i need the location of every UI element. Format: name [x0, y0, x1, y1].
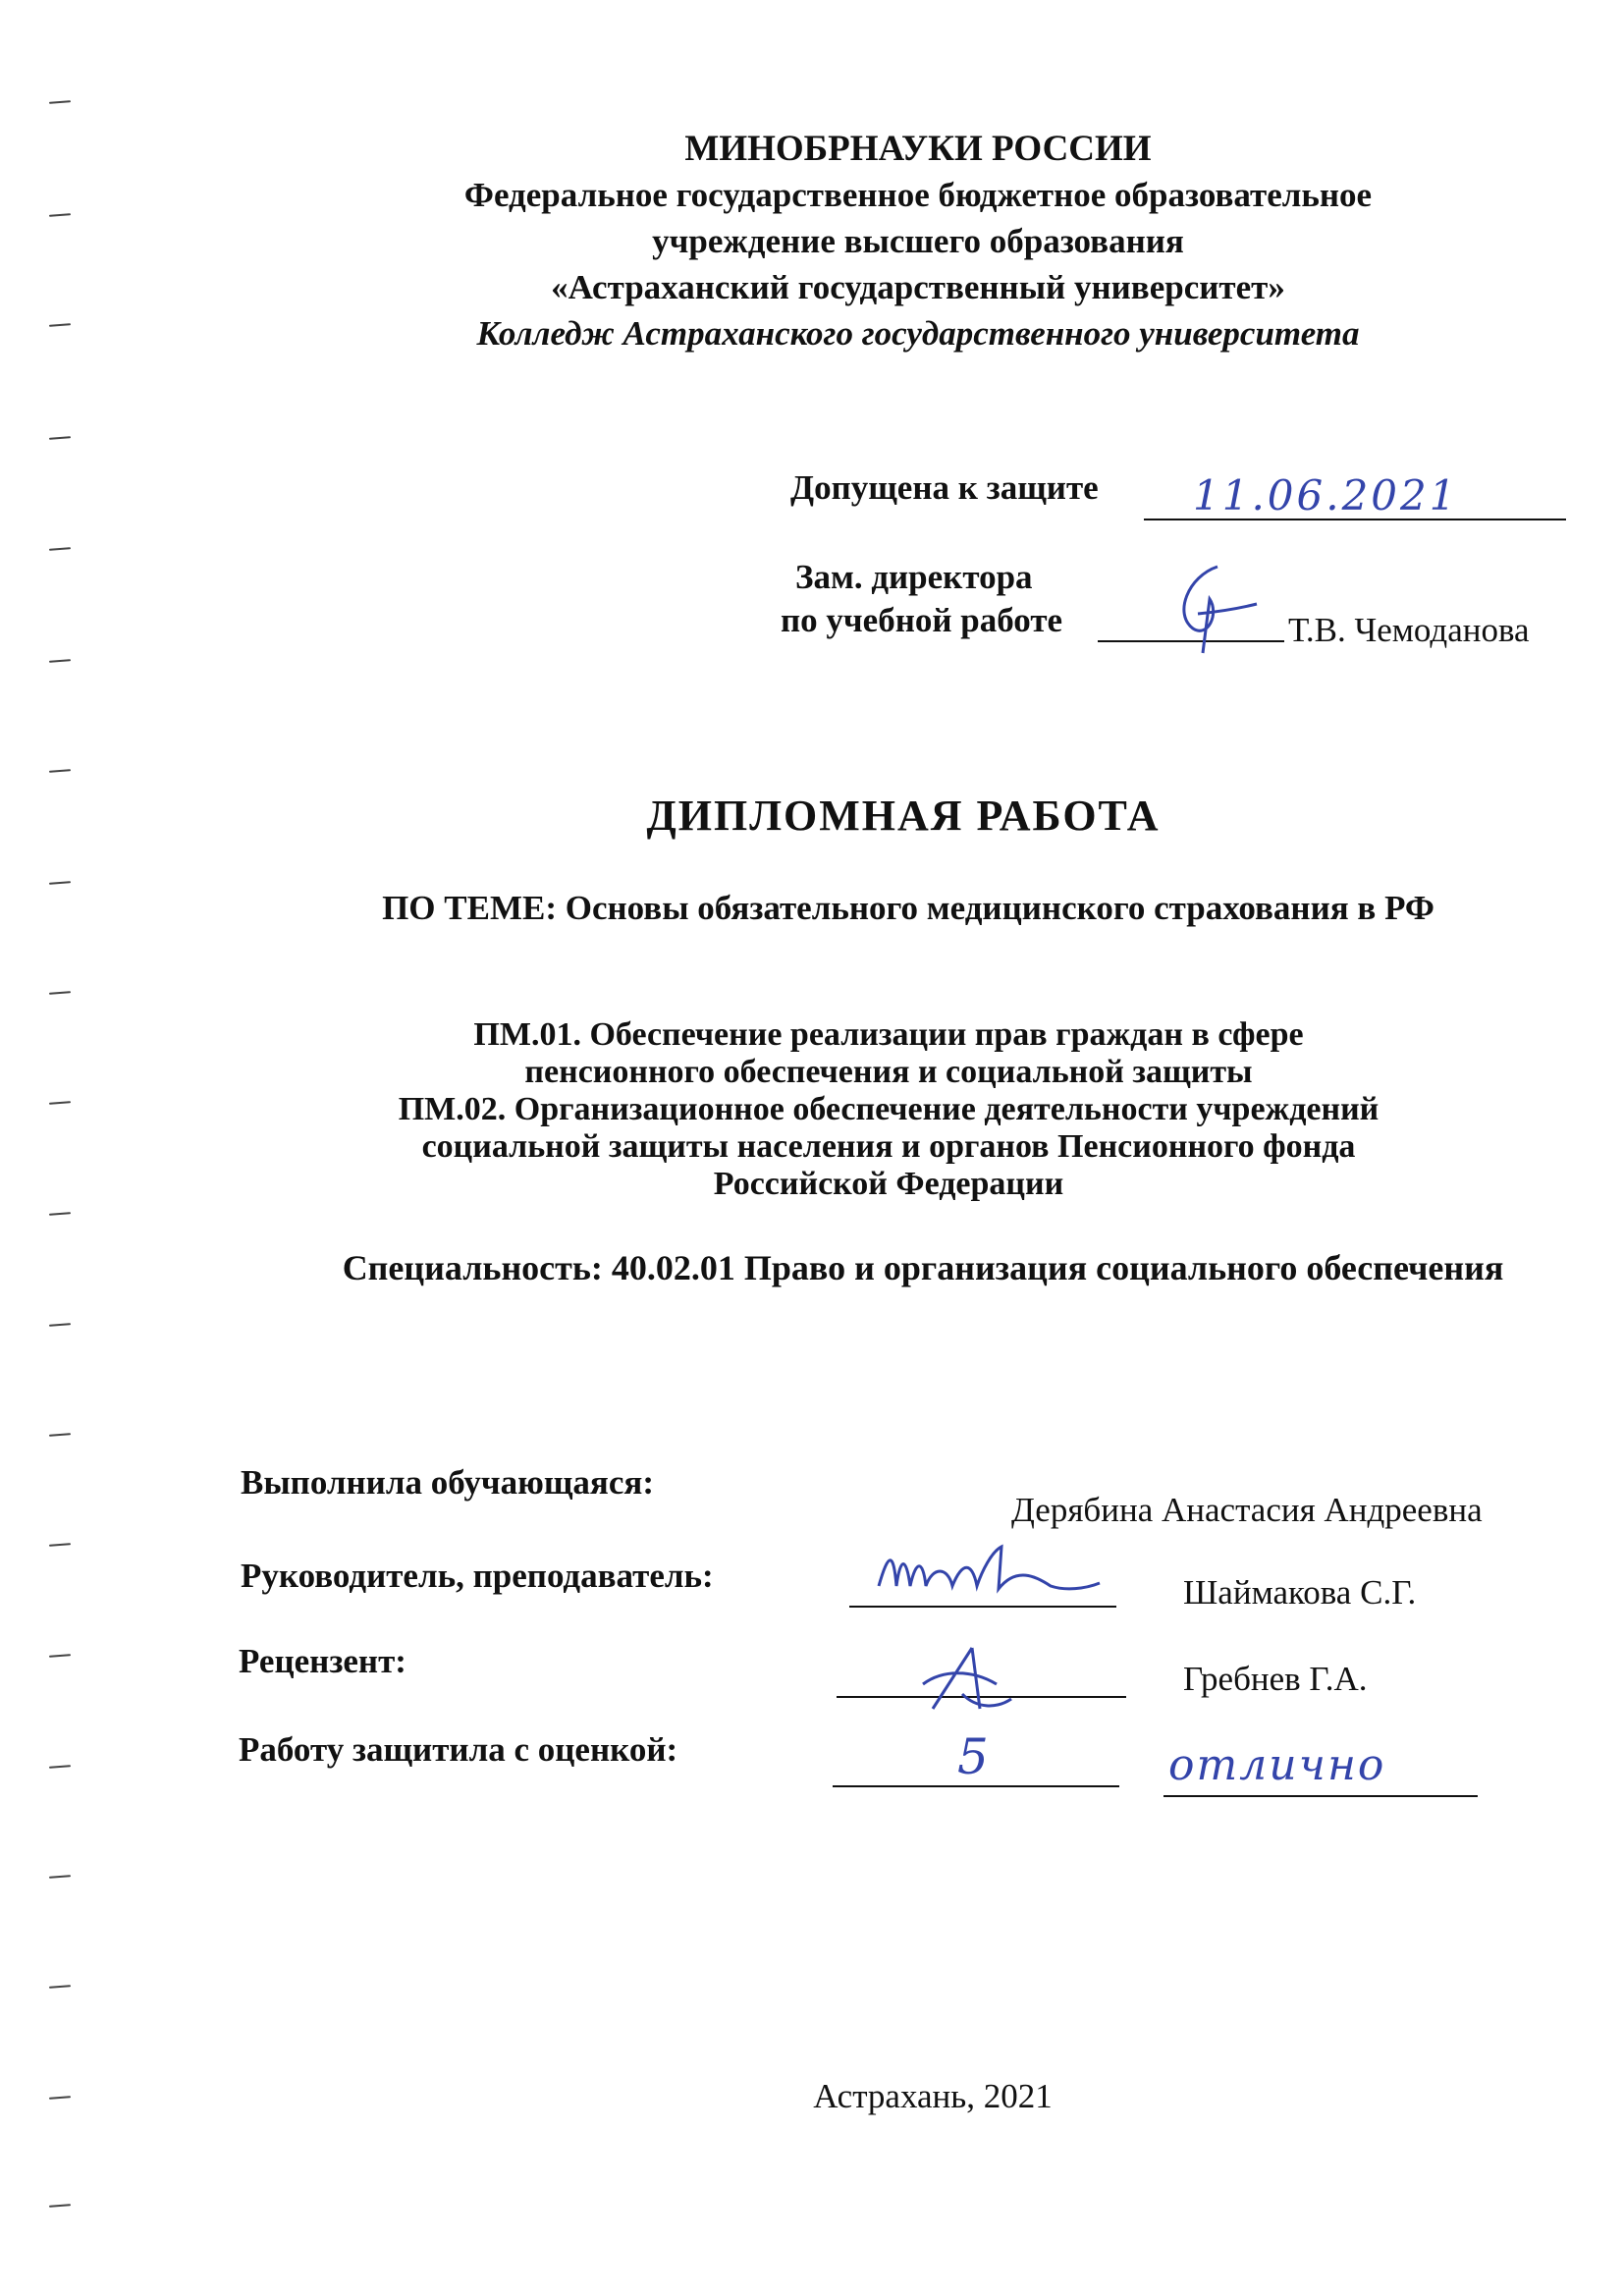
binder-mark: [49, 769, 71, 773]
binder-mark: [49, 881, 71, 885]
college-name: Колледж Астраханского государственного университета: [476, 314, 1360, 353]
grade-number-line: [833, 1785, 1119, 1787]
institution-header: [373, 126, 1463, 356]
grade-label: Работу защитила с оценкой:: [239, 1730, 678, 1769]
deputy-name: Т.В. Чемоданова: [1288, 611, 1530, 649]
binder-mark: [49, 547, 71, 551]
institution-line-1: Федеральное государственное бюджетное образовательное: [463, 176, 1373, 214]
binder-mark: [49, 659, 71, 663]
module-line: социальной защиты населения и органов Пенсионного фонда: [421, 1128, 1356, 1165]
binder-mark: [49, 1875, 71, 1879]
binder-mark: [49, 1212, 71, 1216]
student-label: Выполнила обучающаяся:: [241, 1463, 654, 1502]
module-line: Российской Федерации: [713, 1166, 1064, 1202]
binder-mark: [49, 1323, 71, 1327]
ministry-name: МИНОБРНАУКИ РОССИИ: [684, 129, 1152, 169]
document-title: ДИПЛОМНАЯ РАБОТА: [646, 792, 1161, 840]
supervisor-label: Руководитель, преподаватель:: [241, 1557, 714, 1595]
binder-mark: [49, 991, 71, 995]
document-topic: ПО ТЕМЕ: Основы обязательного медицинского страхования в РФ: [382, 889, 1434, 927]
institution-line-2: учреждение высшего образования: [652, 222, 1184, 260]
grade-word-line: [1163, 1795, 1478, 1797]
binder-mark: [49, 213, 71, 217]
module-line: ПМ.02. Организационное обеспечение деятельности учреждений: [398, 1091, 1380, 1127]
binder-mark: [49, 1654, 71, 1658]
reviewer-label: Рецензент:: [239, 1642, 406, 1680]
deputy-label-line-1: Зам. директора: [795, 558, 1033, 596]
supervisor-name: Шаймакова С.Г.: [1183, 1573, 1417, 1612]
student-name: Дерябина Анастасия Андреевна: [1011, 1491, 1483, 1529]
reviewer-signature: [903, 1640, 1021, 1719]
binder-mark: [49, 1433, 71, 1437]
grade-word-handwritten: отлично: [1168, 1740, 1386, 1790]
binder-mark: [49, 2096, 71, 2100]
binder-mark: [49, 1101, 71, 1105]
binder-mark: [49, 1985, 71, 1989]
modules-block: [324, 1016, 1453, 1203]
university-name: «Астраханский государственный университет»: [551, 268, 1285, 306]
reviewer-name: Гребнев Г.А.: [1183, 1660, 1368, 1698]
speciality: Специальность: 40.02.01 Право и организация социального обеспечения: [342, 1248, 1504, 1287]
module-line: ПМ.01. Обеспечение реализации прав граждан в сфере: [473, 1016, 1304, 1053]
supervisor-signature: [869, 1532, 1105, 1611]
deputy-label-line-2: по учебной работе: [781, 601, 1063, 639]
admitted-label: Допущена к защите: [790, 468, 1099, 507]
grade-number-handwritten: 5: [957, 1728, 989, 1785]
binder-mark: [49, 323, 71, 327]
binder-mark: [49, 100, 71, 104]
city-year: Астрахань, 2021: [813, 2077, 1053, 2115]
module-line: пенсионного обеспечения и социальной защиты: [524, 1054, 1253, 1090]
binder-mark: [49, 1543, 71, 1547]
deputy-signature: [1159, 555, 1267, 663]
binder-mark: [49, 2204, 71, 2208]
binder-mark: [49, 1765, 71, 1769]
binder-mark: [49, 436, 71, 440]
admitted-date-handwritten: 11.06.2021: [1193, 471, 1459, 519]
